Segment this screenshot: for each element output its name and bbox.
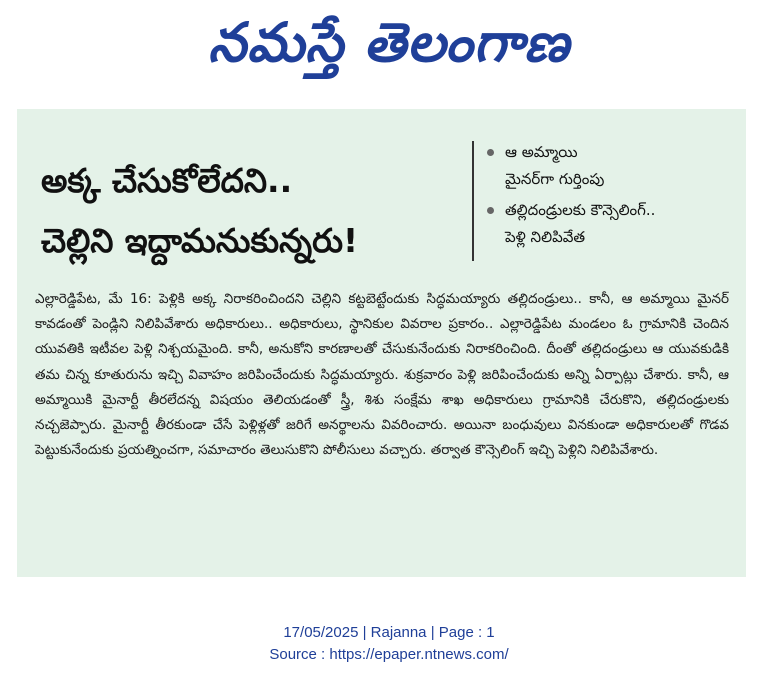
column-divider — [472, 141, 474, 261]
bullet-item — [485, 197, 741, 251]
bullet-item — [485, 139, 741, 193]
newspaper-masthead: నమస్తే తెలంగాణ — [208, 11, 570, 74]
highlight-bullets — [485, 139, 741, 255]
bullet-dot-icon — [487, 149, 494, 156]
bullet-text: తల్లిదండ్రులకు కౌన్సెలింగ్.. — [505, 201, 656, 219]
bullet-dot-icon — [487, 207, 494, 214]
article-body: ఎల్లారెడ్డిపేట, మే 16: పెళ్లికి అక్క నిరాకరించిందని చెల్లిని కట్టబెట్టేందుకు సిద్ధమయ్యారు తల్లిదండ్రులు.. కానీ, ఆ అమ్మాయి మైనర్ కావడంతో పెండ్లిని నిలిపివేశారు అధికారులు.. అధికారులు, స్థానికుల వివరాల ప్రకారం.. ఎల్లారెడ్డిపేట మండలం ఓ గ్రామానికి చెందిన యువతికి ఇటీవల పెళ్లి నిశ్చయమైంది. కానీ, అనుకోని కారణాలతో చేసుకునేందుకు నిరాకరించింది. దీంతో తల్లిదండ్రులు ఆ యువకుడికి తమ చిన్న కూతురును ఇచ్చి వివాహం జరిపించేందుకు సిద్ధమయ్యారు. శుక్రవారం పెళ్లి జరిపించేందుకు అన్ని ఏర్పాట్లు చేశారు. కానీ, ఆ అమ్మాయికి మైనార్టీ తీరలేదన్న విషయం తెలియడంతో స్త్రీ, శిశు సంక్షేమ శాఖ అధికారులు గ్రామానికి చేరుకొని, తల్లిదండ్రులకు నచ్చజెప్పారు. మైనార్టీ తీరకుండా చేసే పెళ్లిళ్లతో జరిగే అనర్థాలను వివరించారు. అయినా బంధువులు వినకుండా అధికారులతో గొడవ పెట్టుకునేందుకు ప్రయత్నించగా, సమాచారం తెలుసుకొని పోలీసులు వచ్చారు. తర్వాత కౌన్సెలింగ్ ఇచ్చి పెళ్లిని నిలిపివేశారు. — [35, 291, 729, 459]
edition-info: 17/05/2025 | Rajanna | Page : 1 — [283, 624, 495, 641]
clipping-footer — [0, 622, 778, 666]
article-headline — [41, 151, 461, 271]
source-link[interactable]: Source : https://epaper.ntnews.com/ — [269, 646, 509, 663]
headline-line-2: చెల్లిని ఇద్దామనుకున్నరు! — [41, 221, 359, 260]
bullet-text: ఆ అమ్మాయి — [505, 143, 578, 161]
headline-line-1: అక్క చేసుకోలేదని.. — [41, 161, 293, 200]
bullet-text: పెళ్లి నిలిపివేత — [505, 228, 586, 246]
news-clipping — [17, 109, 746, 577]
bullet-text: మైనర్‌గా గుర్తింపు — [505, 170, 605, 188]
